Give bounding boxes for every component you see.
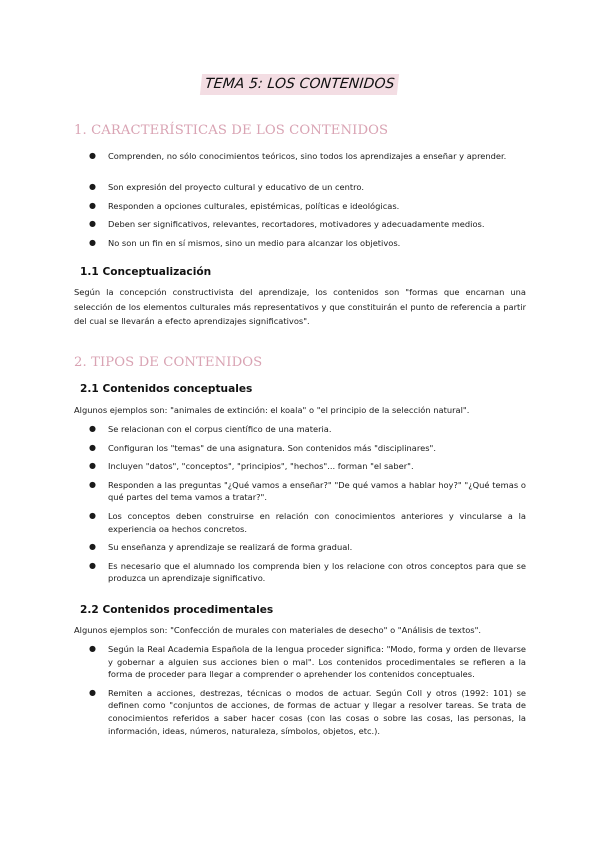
- list-item: ● Los conceptos deben construirse en relación con conocimientos anteriores y vincularse a la experiencia oa hechos concretos.: [89, 510, 526, 534]
- list-item: ● No son un fin en sí mismos, sino un medio para alcanzar los objetivos.: [89, 237, 401, 248]
- document-title: TEMA 5: LOS CONTENIDOS: [200, 74, 400, 95]
- list-item: ● Su enseñanza y aprendizaje se realizará de forma gradual.: [89, 542, 353, 553]
- list-item: ● Responden a opciones culturales, epistémicas, políticas e ideológicas.: [89, 200, 400, 211]
- bullet-icon: ●: [89, 219, 96, 229]
- list-item: ● Incluyen "datos", "conceptos", "principios", "hechos"... forman "el saber".: [89, 461, 414, 472]
- list-item: ● Comprenden, no sólo conocimientos teóricos, sino todos los aprendizajes a enseñar y aprender.: [89, 151, 507, 161]
- bullet-icon: ●: [89, 510, 96, 520]
- bullet-icon: ●: [89, 182, 96, 191]
- subsection-2-1-heading: 2.1 Contenidos conceptuales: [80, 383, 253, 395]
- list-item: ● Se relacionan con el corpus científico de una materia.: [89, 424, 332, 434]
- section-2-heading: 2. TIPOS DE CONTENIDOS: [74, 355, 263, 370]
- list-item: ● Es necesario que el alumnado los comprenda bien y los relacione con otros conceptos para que se produzca un aprendizaje significativo.: [89, 560, 526, 584]
- bullet-icon: ●: [89, 442, 96, 452]
- subsection-2-2-intro: Algunos ejemplos son: "Confección de murales con materiales de desecho" o "Análisis de textos".: [74, 625, 482, 635]
- list-item: ● Deben ser significativos, relevantes, recortadores, motivadores y adecuadamente medios.: [89, 219, 485, 230]
- list-item: ● Son expresión del proyecto cultural y educativo de un centro.: [89, 182, 364, 192]
- subsection-2-2-bullet-list: [74, 643, 526, 737]
- subsection-1-1-heading: 1.1 Conceptualización: [80, 266, 212, 278]
- bullet-icon: ●: [89, 542, 96, 552]
- bullet-icon: ●: [89, 479, 96, 489]
- bullet-icon: ●: [89, 644, 96, 653]
- list-item: ● Remiten a acciones, destrezas, técnicas o modos de actuar. Según Coll y otros (1992: 101) se definen como "conjuntos de acciones, de formas de actuar y llegar a resolver tareas. Se trata de conocimientos referidos a saber hacer cosas (con las cosas o sobre las cosas, las personas, la información, ideas, números, naturaleza, símbolos, objetos, etc.).: [89, 687, 526, 736]
- list-item: ● Según la Real Academia Española de la lengua proceder significa: "Modo, forma y orden de llevarse y gobernar a alguien sus acciones bien o mal". Los contenidos procedimentales se refieren a la forma de proceder para llegar a comprender o aprehender los contenidos conceptuales.: [89, 644, 526, 680]
- title-wrapper: [0, 73, 600, 95]
- bullet-icon: ●: [89, 424, 96, 433]
- subsection-2-1-bullet-list: [74, 423, 526, 585]
- section-1-bullet-list: [74, 150, 526, 249]
- bullet-icon: ●: [89, 200, 96, 210]
- bullet-icon: ●: [89, 461, 96, 471]
- bullet-icon: ●: [89, 560, 96, 570]
- bullet-icon: ●: [89, 687, 96, 697]
- list-item: ● Responden a las preguntas "¿Qué vamos a enseñar?" "De qué vamos a hablar hoy?" "¿Qué temas o qué partes del tema vamos a tratar?".: [89, 479, 526, 503]
- section-1-heading: 1. CARACTERÍSTICAS DE LOS CONTENIDOS: [74, 123, 389, 138]
- subsection-2-1-intro: Algunos ejemplos son: "animales de extinción: el koala" o "el principio de la selección natural".: [74, 405, 470, 415]
- subsection-1-1-paragraph: Según la concepción constructivista del aprendizaje, los contenidos son "formas que encarnan una selección de los elementos culturales más representativos y que constituirán el punto de referencia a partir del cual se llevarán a efecto aprendizajes significativos".: [74, 287, 526, 326]
- bullet-icon: ●: [89, 237, 96, 247]
- list-item: ● Configuran los "temas" de una asignatura. Son contenidos más "disciplinares".: [89, 442, 436, 453]
- bullet-icon: ●: [89, 151, 96, 160]
- subsection-2-2-heading: 2.2 Contenidos procedimentales: [80, 604, 274, 616]
